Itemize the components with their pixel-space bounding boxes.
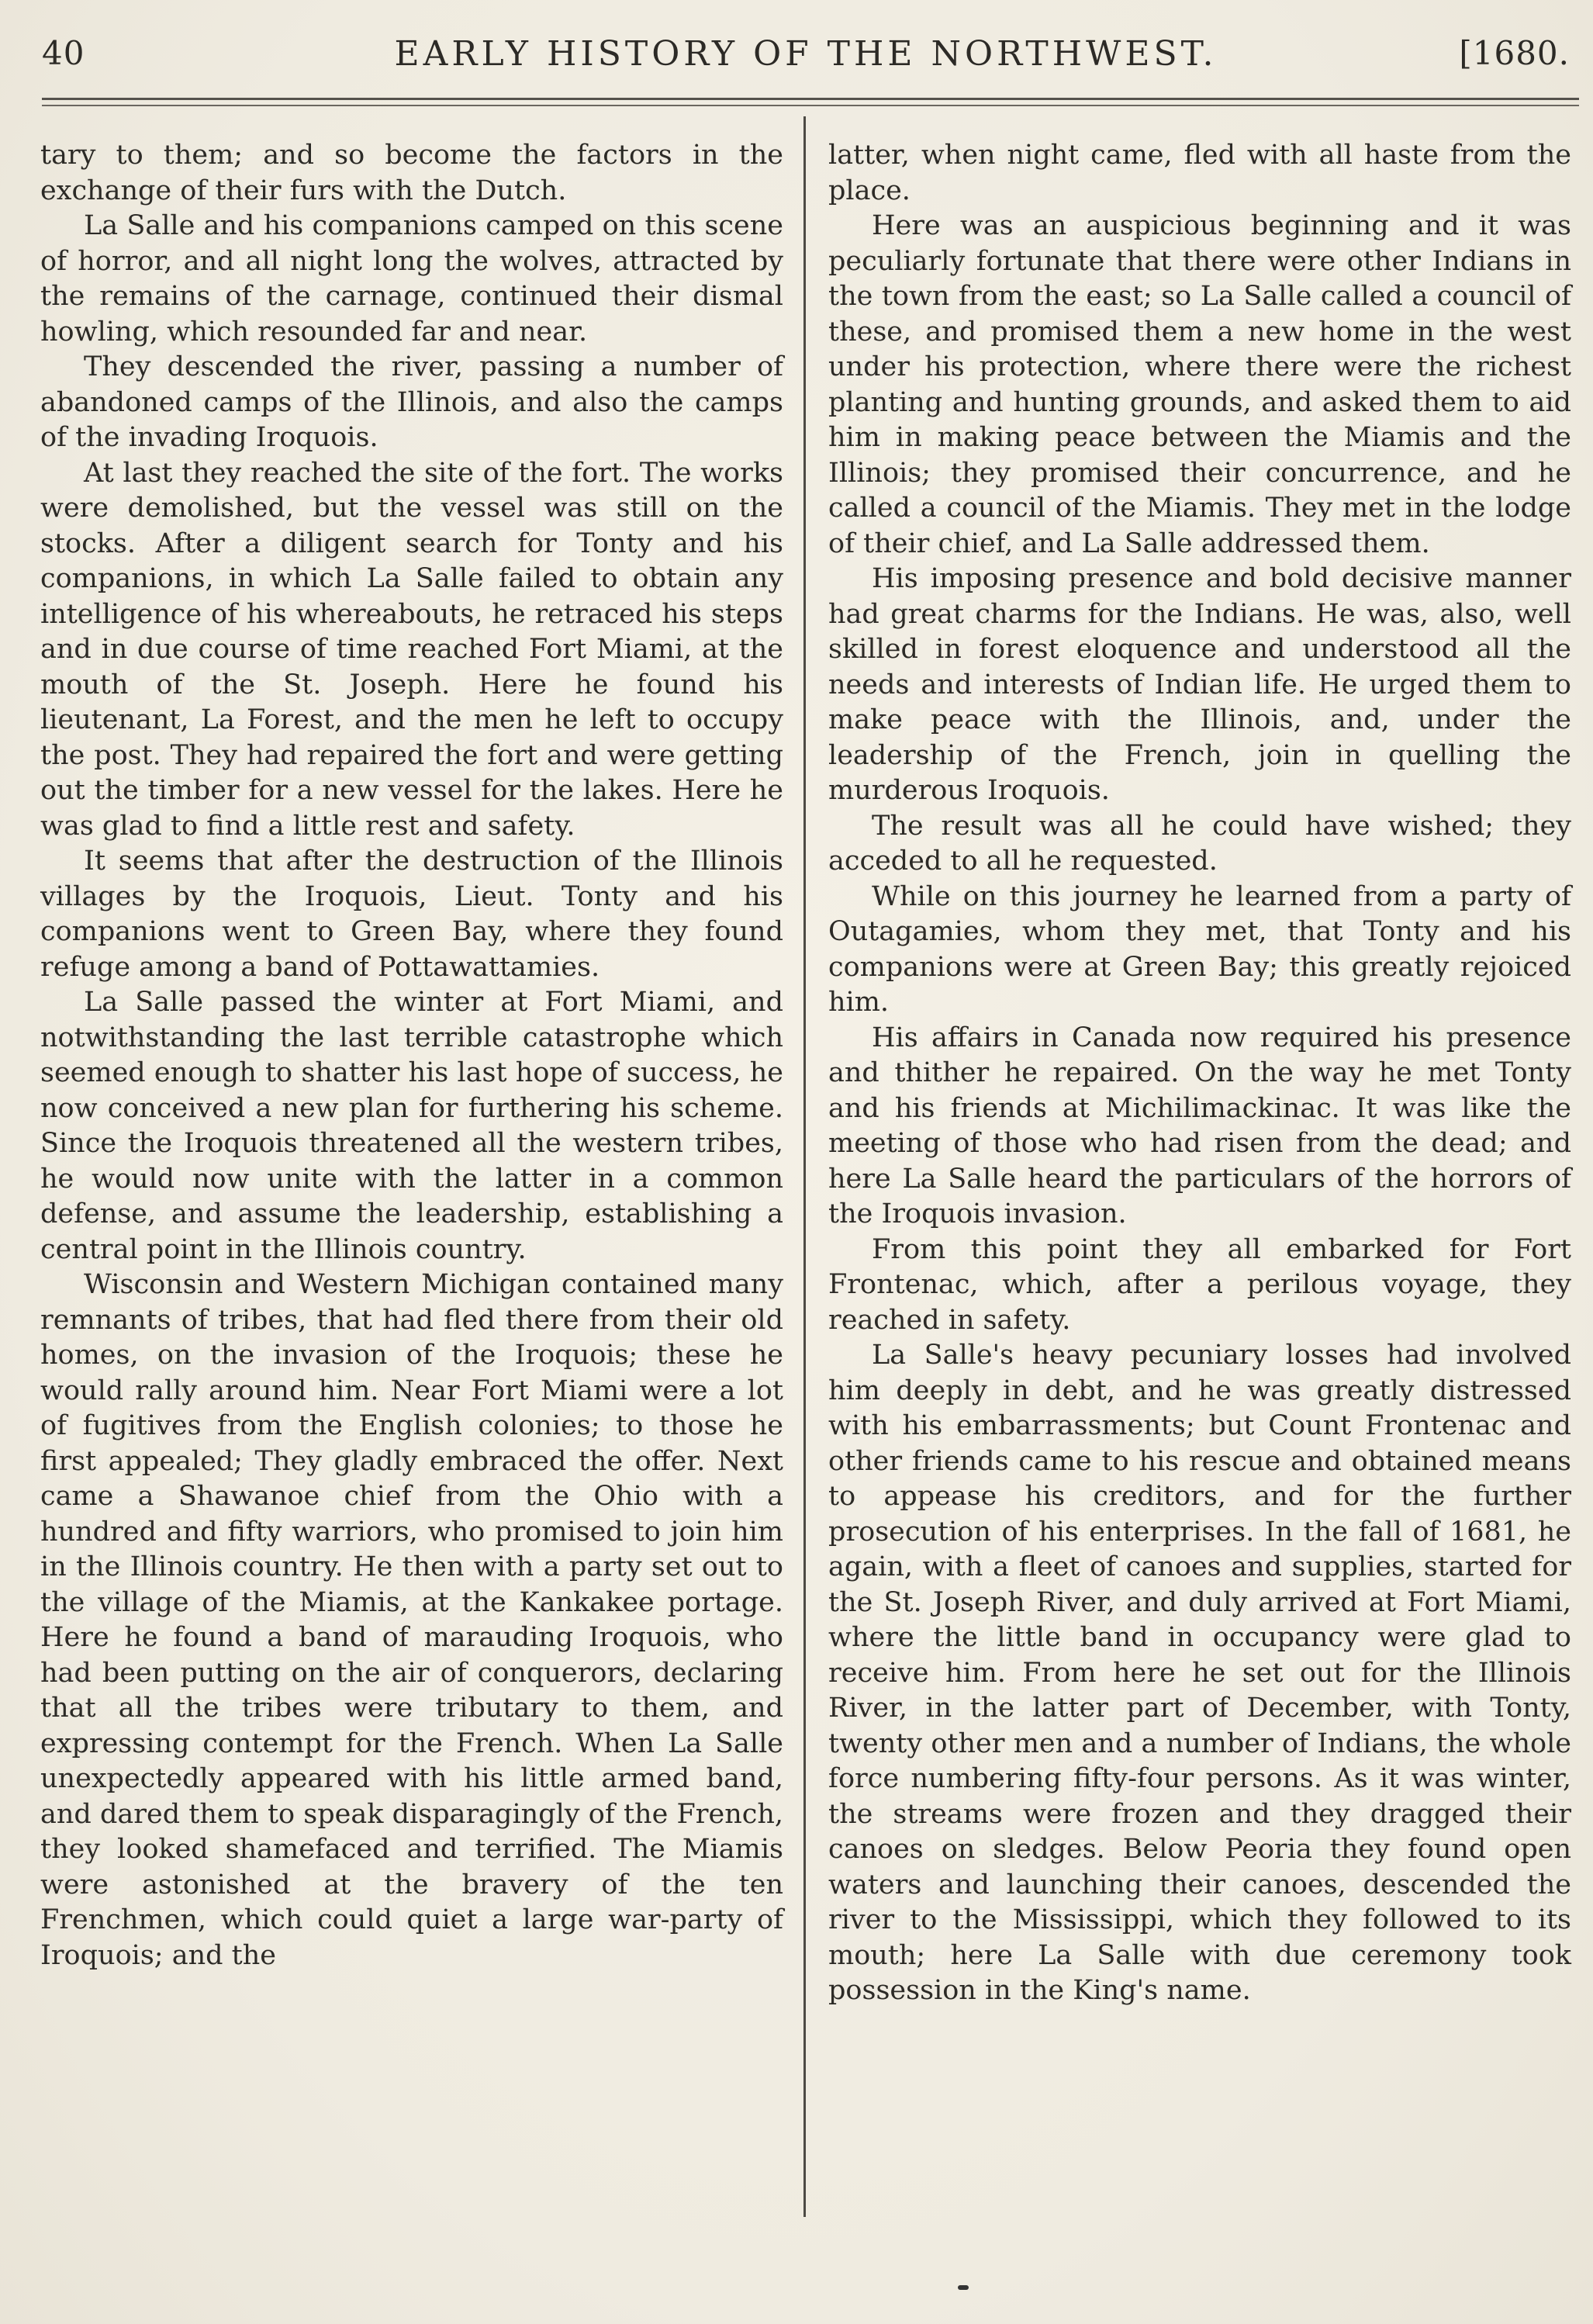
paragraph: La Salle's heavy pecuniary losses had involved him deeply in debt, and he was greatly distressed with his embarrassments; but Count Frontenac and other friends came to his rescue and obtained means to appease his creditors, and for the further prosecution of his enterprises. In the fall of 1681, he again, with a fleet of canoes and supplies, started for the St. Joseph River, and duly arrived at Fort Miami, where the little band in occupancy were glad to receive him. From here he set out for the Illinois River, in the latter part of December, with Tonty, twenty other men and a number of Indians, the whole force numbering fifty-four persons. As it was winter, the streams were frozen and they dragged their canoes on sledges. Below Peoria they found open waters and launching their canoes, descended the river to the Mississippi, which they followed to its mouth; here La Salle with due ceremony took possession in the King's name.	[828, 1340, 1571, 2006]
paragraph: His affairs in Canada now required his presence and thither he repaired. On the way he met Tonty and his friends at Michilimackinac. It was like the meeting of those who had risen from the dead; and here La Salle heard the particulars of the horrors of the Iroquois invasion.	[828, 1022, 1571, 1229]
paragraph: La Salle and his companions camped on this scene of horror, and all night long the wolves, attracted by the remains of the carnage, continued their dismal howling, which resounded far and near.	[40, 210, 783, 348]
running-title: EARLY HISTORY OF THE NORTHWEST.	[394, 34, 1218, 74]
paragraph: latter, when night came, fled with all haste from the place.	[828, 140, 1571, 206]
paragraph: It seems that after the destruction of the Illinois villages by the Iroquois, Lieut. Tonty and his companions went to Green Bay, where they found refuge among a band of Pottawattamies.	[40, 846, 783, 983]
paragraph: From this point they all embarked for Fort Frontenac, which, after a perilous voyage, they reached in safety.	[828, 1233, 1571, 1336]
column-divider	[803, 116, 806, 2217]
page-number: 40	[42, 34, 85, 72]
paragraph: La Salle passed the winter at Fort Miami, and notwithstanding the last terrible catastrophe which seemed enough to shatter his last hope of success, he now conceived a new plan for furthering his scheme. Since the Iroquois threatened all the western tribes, he would now unite with the latter in a common defense, and assume the leadership, establishing a central point in the Illinois country.	[40, 987, 783, 1265]
paragraph: While on this journey he learned from a party of Outagamies, whom they met, that Tonty and his companions were at Green Bay; this greatly rejoiced him.	[828, 880, 1571, 1018]
right-column	[828, 138, 1571, 2009]
ink-mark	[958, 2285, 969, 2290]
left-column	[40, 138, 783, 1973]
paragraph: The result was all he could have wished; they acceded to all he requested.	[828, 810, 1571, 877]
paragraph: tary to them; and so become the factors in the exchange of their furs with the Dutch.	[40, 140, 783, 206]
paragraph: They descended the river, passing a number of abandoned camps of the Illinois, and also the camps of the invading Iroquois.	[40, 351, 783, 453]
paragraph: At last they reached the site of the fort. The works were demolished, but the vessel was still on the stocks. After a diligent search for Tonty and his companions, in which La Salle failed to obtain any intelligence of his whereabouts, he retraced his steps and in due course of time reached Fort Miami, at the mouth of the St. Joseph. Here he found his lieutenant, La Forest, and the men he left to occupy the post. They had repaired the fort and were getting out the timber for a new vessel for the lakes. Here he was glad to find a little rest and safety.	[40, 457, 783, 842]
header-rule-thin	[42, 105, 1579, 106]
running-header	[42, 34, 1570, 81]
paragraph: Wisconsin and Western Michigan contained many remnants of tribes, that had fled there from their old homes, on the invasion of the Iroquois; these he would rally around him. Near Fort Miami were a lot of fugitives from the English colonies; to those he first appealed; They gladly embraced the offer. Next came a Shawanoe chief from the Ohio with a hundred and fifty warriors, who promised to join him in the Illinois country. He then with a party set out to the village of the Miamis, at the Kankakee portage. Here he found a band of marauding Iroquois, who had been putting on the air of conquerors, declaring that all the tribes were tributary to them, and expressing contempt for the French. When La Salle unexpectedly appeared with his little armed band, and dared them to speak disparagingly of the French, they looked shamefaced and terrified. The Miamis were astonished at the bravery of the ten Frenchmen, which could quiet a large war-party of Iroquois; and the	[40, 1269, 783, 1971]
header-rule	[42, 98, 1579, 100]
year-marker: [1680.	[1459, 34, 1570, 72]
paragraph: His imposing presence and bold decisive manner had great charms for the Indians. He was, also, well skilled in forest eloquence and understood all the needs and interests of Indian life. He urged them to make peace with the Illinois, and, under the leadership of the French, join in quelling the murderous Iroquois.	[828, 563, 1571, 806]
paragraph: Here was an auspicious beginning and it was peculiarly fortunate that there were other Indians in the town from the east; so La Salle called a council of these, and promised them a new home in the west under his protection, where there were the richest planting and hunting grounds, and asked them to aid him in making peace between the Miamis and the Illinois; they promised their concurrence, and he called a council of the Miamis. They met in the lodge of their chief, and La Salle addressed them.	[828, 210, 1571, 559]
